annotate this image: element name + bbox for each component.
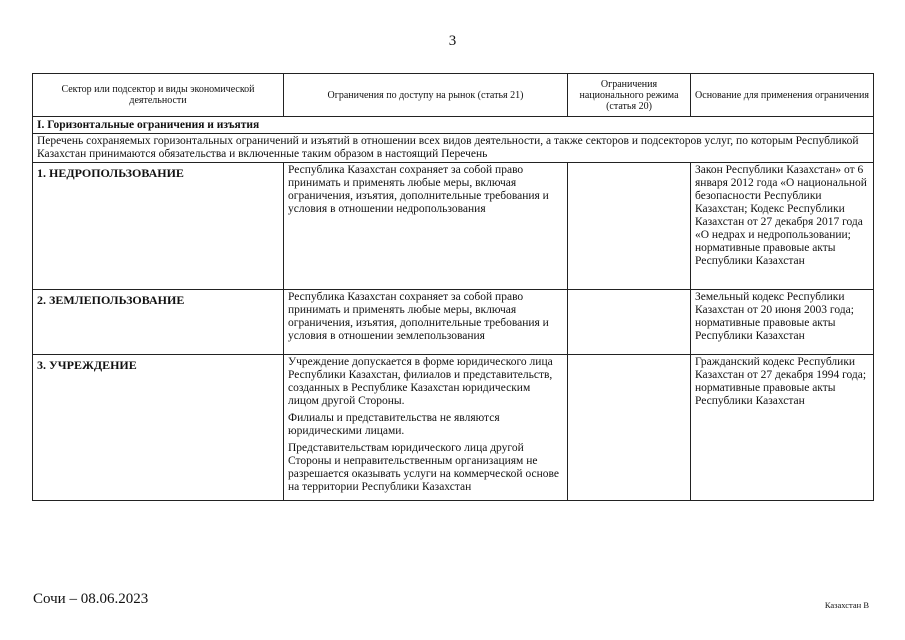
page-number: 3 bbox=[448, 33, 457, 49]
national-treatment-cell bbox=[568, 163, 691, 290]
national-treatment-cell bbox=[568, 355, 691, 501]
basis-cell: Земельный кодекс Республики Казахстан от 20 июня 2003 года; нормативные правовые акты Республики Казахстан bbox=[691, 290, 874, 355]
sector-name: 3. УЧРЕЖДЕНИЕ bbox=[37, 358, 137, 372]
market-access-cell bbox=[284, 355, 568, 501]
footer-country-mark: Казахстан В bbox=[824, 600, 869, 610]
market-access-text: Филиалы и представительства не являются юридическими лицами. bbox=[288, 412, 500, 437]
national-treatment-cell bbox=[568, 290, 691, 355]
section-title-row bbox=[33, 117, 874, 134]
market-access-text: Учреждение допускается в форме юридического лица Республики Казахстан, филиалов и представительств, созданных в Республике Казахстан юридическим лицом другой Стороны. bbox=[288, 356, 553, 407]
intro-row bbox=[33, 134, 874, 163]
table-row bbox=[33, 290, 874, 355]
intro-text: Перечень сохраняемых горизонтальных ограничений и изъятий в отношении всех видов деятельности, а также секторов и подсекторов услуг, по которым Республикой Казахстан принимаются обязательства и включенные таким образом в настоящий Перечень bbox=[33, 134, 874, 163]
table-header-row bbox=[33, 74, 874, 117]
sector-name: 1. НЕДРОПОЛЬЗОВАНИЕ bbox=[37, 166, 184, 180]
market-access-text: Республика Казахстан сохраняет за собой право принимать и применять любые меры, включая ограничения, изъятия, дополнительные требования и условия в отношении недропользования bbox=[288, 164, 549, 215]
table-row bbox=[33, 355, 874, 501]
market-access-text: Республика Казахстан сохраняет за собой право принимать и применять любые меры, включая ограничения, изъятия, дополнительные требования и условия в отношении землепользования bbox=[288, 291, 549, 342]
sector-cell bbox=[33, 290, 284, 355]
header-market-access: Ограничения по доступу на рынок (статья 21) bbox=[284, 74, 568, 117]
market-access-cell bbox=[284, 290, 568, 355]
header-sector: Сектор или подсектор и виды экономической деятельности bbox=[33, 74, 284, 117]
footer-place-date: Сочи – 08.06.2023 bbox=[33, 591, 149, 607]
sector-cell bbox=[33, 163, 284, 290]
section-title-cell bbox=[33, 117, 874, 134]
market-access-text: Представительствам юридического лица другой Стороны и неправительственным организациям не разрешается оказывать услуги на коммерческой основе на территории Республики Казахстан bbox=[288, 442, 559, 493]
table-row bbox=[33, 163, 874, 290]
header-basis: Основание для применения ограничения bbox=[691, 74, 874, 117]
restrictions-table bbox=[32, 73, 874, 501]
sector-cell bbox=[33, 355, 284, 501]
basis-cell: Закон Республики Казахстан» от 6 января 2012 года «О национальной безопасности Республики Казахстан; Кодекс Республики Казахстан от 27 декабря 2017 года «О недрах и недропользовании; нормативные правовые акты Республики Казахстан bbox=[691, 163, 874, 290]
basis-cell: Гражданский кодекс Республики Казахстан от 27 декабря 1994 года; нормативные правовые акты Республики Казахстан bbox=[691, 355, 874, 501]
section-title: I. Горизонтальные ограничения и изъятия bbox=[37, 119, 260, 131]
header-national-treatment: Ограничения национального режима (статья 20) bbox=[568, 74, 691, 117]
sector-name: 2. ЗЕМЛЕПОЛЬЗОВАНИЕ bbox=[37, 293, 185, 307]
market-access-cell bbox=[284, 163, 568, 290]
